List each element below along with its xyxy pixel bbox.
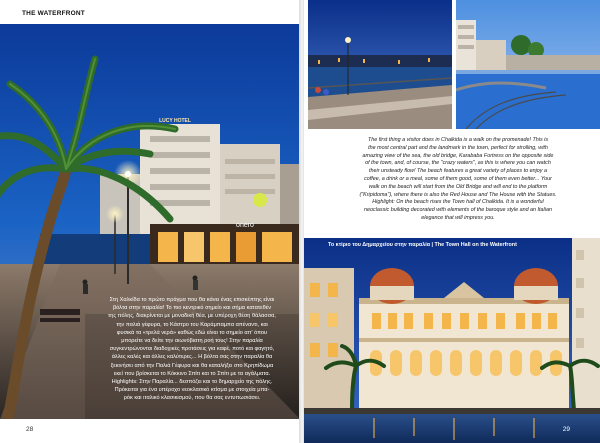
caption-line: of the town, and, of course, the "crazy waters", as this is where you can watch (365, 160, 551, 167)
caption-line: την παλιά γέφυρα, το Κάστρο του Καράμπαμπα απέναντι, και (116, 321, 268, 328)
page-number: 28 (26, 426, 34, 433)
caption-line: βόλτα στην παραλία! Το πιο κεντρικό σημείο και σήμα κατατεθέν (112, 305, 272, 312)
caption-line: Highlight: On the beach rises the Town hall of Chalkida. It is a wonderful (372, 199, 544, 206)
page-number: 29 (562, 426, 570, 433)
caption-line: The first thing a visitor does in Chalkida is a walk on the promenade! This is (367, 137, 549, 143)
caption-line: Στη Χαλκίδα το πρώτο πράγμα που θα κάνει ένας επισκέπτης είναι (109, 297, 275, 303)
caption-line: neoclassic building decorated with elements of the baroque style and an Italian (364, 207, 552, 214)
english-caption (334, 137, 582, 223)
right-page (304, 0, 600, 443)
caption-line: Πρόκειται για ένα υπέροχο νεοκλασικό κτίσμα με στοιχεία μπα- (114, 387, 270, 394)
section-title: THE WATERFRONT (22, 10, 85, 17)
caption-line: walk on the beach will start from the Old Bridge and will end to the platform (368, 183, 548, 190)
photo-tag: Το κτίριο του Δημαρχείου στην παραλία | The Town Hall on the Waterfront (328, 242, 517, 248)
caption-line: the most central part and the landmark in the town, perfect for strolling, with (368, 144, 548, 151)
caption-line: ("Kripidoma"), where there is also the Red House and The House with the Statues. (359, 191, 557, 198)
caption-line: της πόλης, διακρίνεται με μοναδική θέα, με υπέροχη θέση θάλασσα, (108, 313, 276, 320)
caption-line: φυσικά τα «τρελά νερά» καθώς εδώ είναι το σημείο απ' όπου (116, 329, 268, 336)
caption-line: ρόκ και ιταλικό κλασικισμού, που θα σας εντυπωσιάσει. (123, 395, 261, 402)
promenade-dusk-photo (308, 0, 452, 129)
shop-sign: onero (236, 222, 254, 229)
caption-line: elegance that will impress you. (421, 214, 495, 221)
caption-line: Highlights: Στην Παραλία... δεσπόζει και το δημαρχείο της πόλης. (111, 379, 273, 386)
caption-line: εκεί που βρίσκεται το Κόκκινο Σπίτι και το Σπίτι με τα αγάλματα. (113, 370, 271, 377)
hotel-sign: LUCY HOTEL (159, 118, 191, 124)
caption-line: amazing view of the sea, the old bridge, Karababa Fortress on the opposite side (362, 152, 554, 159)
caption-line: ξεκινήσει από την Παλιά Γέφυρα και θα καταλήξει στο Κρηπίδωμα (110, 362, 274, 369)
waterfront-day-photo (456, 0, 600, 129)
caption-line: συγκεντρώνονται διαδοχικές προτάσεις για καφέ, ποτό και φαγητό, (109, 346, 275, 353)
caption-line: coffee, a drink or a meal, some of them good, some of them even better... Your (364, 175, 552, 182)
caption-line: μπορείτε να δείτε την αιωνόβιατη ροή τους! Στην παραλία (121, 338, 263, 345)
caption-line: άλλες καλές και άλλες καλύτερες... Η βόλτα σας στην παραλία θα (111, 354, 273, 361)
caption-line: their unsteady flow! The beach features a great variety of places to enjoy a (369, 168, 547, 175)
town-hall-photo (304, 238, 600, 443)
greek-caption (92, 296, 292, 403)
